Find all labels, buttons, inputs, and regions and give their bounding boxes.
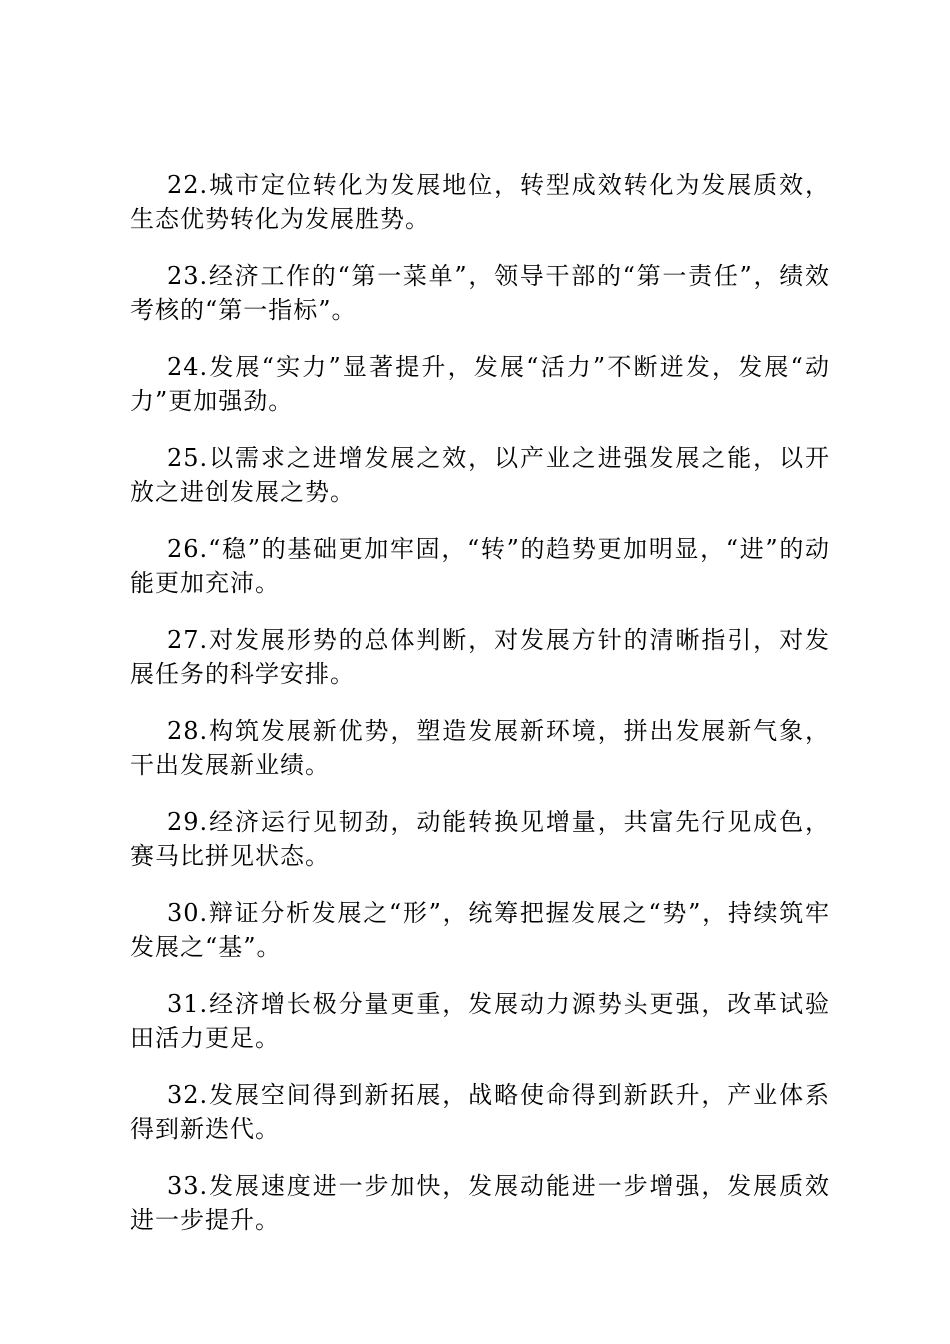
paragraph-27: 27.对发展形势的总体判断，对发展方针的清晰指引，对发展任务的科学安排。 xyxy=(130,626,830,688)
document-page xyxy=(130,168,830,1260)
paragraph-31: 31.经济增长极分量更重，发展动力源势头更强，改革试验田活力更足。 xyxy=(130,990,830,1052)
paragraph-32: 32.发展空间得到新拓展，战略使命得到新跃升，产业体系得到新迭代。 xyxy=(130,1081,830,1143)
paragraph-33: 33.发展速度进一步加快，发展动能进一步增强，发展质效进一步提升。 xyxy=(130,1172,830,1234)
paragraph-28: 28.构筑发展新优势，塑造发展新环境，拼出发展新气象，干出发展新业绩。 xyxy=(130,717,830,779)
paragraph-25: 25.以需求之进增发展之效，以产业之进强发展之能，以开放之进创发展之势。 xyxy=(130,444,830,506)
paragraph-23: 23.经济工作的“第一菜单”，领导干部的“第一责任”，绩效考核的“第一指标”。 xyxy=(130,262,830,324)
paragraph-22: 22.城市定位转化为发展地位，转型成效转化为发展质效，生态优势转化为发展胜势。 xyxy=(130,171,830,233)
paragraph-29: 29.经济运行见韧劲，动能转换见增量，共富先行见成色，赛马比拼见状态。 xyxy=(130,808,830,870)
paragraph-30: 30.辩证分析发展之“形”，统筹把握发展之“势”，持续筑牢发展之“基”。 xyxy=(130,899,830,961)
paragraph-24: 24.发展“实力”显著提升，发展“活力”不断迸发，发展“动力”更加强劲。 xyxy=(130,353,830,415)
paragraph-26: 26.“稳”的基础更加牢固，“转”的趋势更加明显，“进”的动能更加充沛。 xyxy=(130,535,830,597)
